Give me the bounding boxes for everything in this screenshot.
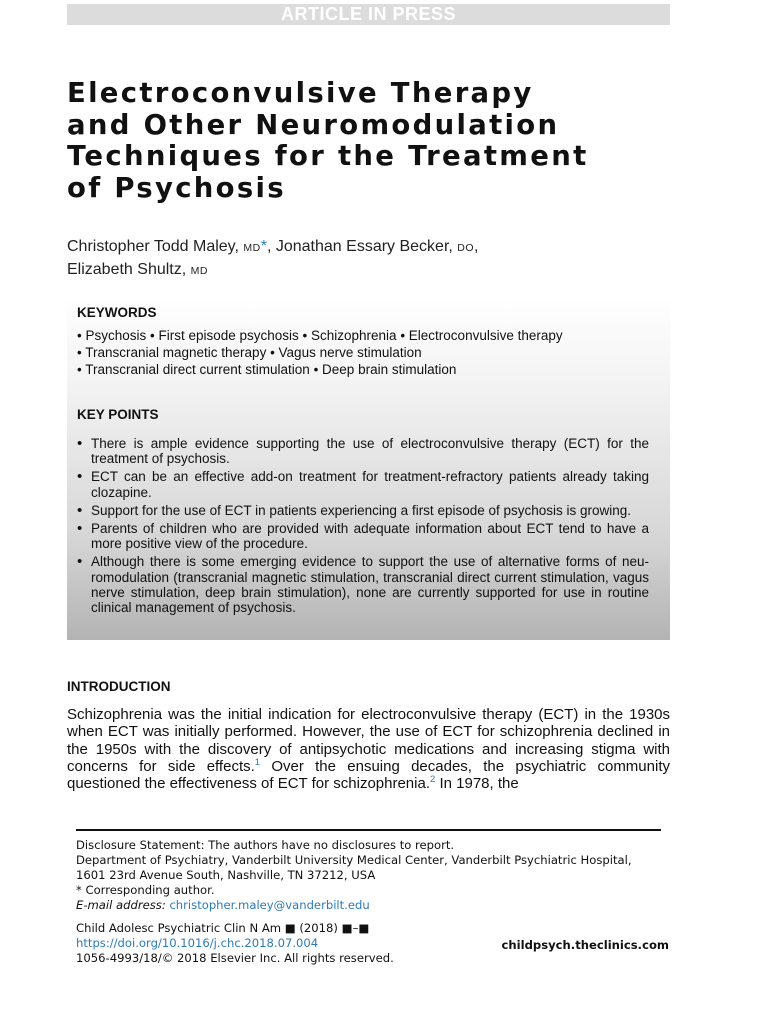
footnote-divider: [76, 829, 661, 831]
email-line: [76, 898, 676, 913]
disclosure-statement: Disclosure Statement: The authors have no disclosures to report.: [76, 838, 455, 852]
author-list: [67, 236, 687, 282]
title-line: of Psychosis: [67, 171, 286, 204]
author-line: [67, 259, 687, 282]
author-name: Christopher Todd Maley,: [67, 238, 239, 255]
affiliation: Department of Psychiatry, Vanderbilt University Medical Center, Vanderbilt Psychiatric Hospital,: [76, 853, 632, 867]
introduction-paragraph: [67, 706, 670, 792]
key-point: • Parents of children who are provided with adequate information about ECT tend to have a more positive view of the procedure.: [77, 521, 649, 551]
author-degree: MD: [190, 265, 208, 277]
journal-citation: Child Adolesc Psychiatric Clin N Am ■ (2018) ■–■: [76, 921, 370, 935]
keywords-line: • Transcranial magnetic therapy • Vagus nerve stimulation: [77, 345, 422, 360]
corresponding-note: * Corresponding author.: [76, 883, 215, 897]
author-name: Elizabeth Shultz,: [67, 261, 187, 278]
corresponding-author-mark[interactable]: *: [260, 238, 267, 255]
title-line: Techniques for the Treatment: [67, 140, 589, 172]
author-name: , Jonathan Essary Becker,: [266, 238, 453, 255]
key-points-heading: KEY POINTS: [77, 407, 159, 422]
affiliation: 1601 23rd Avenue South, Nashville, TN 37212, USA: [76, 868, 376, 882]
title-line: and Other Neuromodulation: [67, 108, 560, 141]
keywords-heading: KEYWORDS: [77, 305, 157, 320]
key-point: • Although there is some emerging evidence to support the use of alternative forms of neu-romodulation (transcranial magnetic stimulation, transcranial direct current stimulation, vagus nerve stimulation, deep brain stimulation), none are currently supported for use in routine clinical management of psychosis.: [77, 554, 649, 615]
reference-link[interactable]: 2: [430, 774, 436, 786]
introduction-heading: INTRODUCTION: [67, 679, 171, 694]
copyright: 1056-4993/18/© 2018 Elsevier Inc. All rights reserved.: [76, 951, 394, 965]
journal-site[interactable]: childpsych.theclinics.com: [501, 938, 669, 952]
reference-link[interactable]: 1: [254, 756, 261, 768]
doi-link[interactable]: https://doi.org/10.1016/j.chc.2018.07.004: [76, 936, 319, 950]
key-points-list: [77, 436, 649, 618]
email-link[interactable]: christopher.maley@vanderbilt.edu: [169, 898, 370, 912]
article-title: [67, 78, 687, 204]
article-in-press-banner: ARTICLE IN PRESS: [67, 4, 670, 25]
keywords-line: • Psychosis • First episode psychosis • Schizophrenia • Electroconvulsive therapy: [77, 328, 563, 343]
title-line: Electroconvulsive Therapy: [67, 77, 534, 109]
author-separator: ,: [474, 238, 479, 255]
key-point: • Support for the use of ECT in patients experiencing a first episode of psychosis is growing.: [77, 503, 649, 518]
author-degree: DO: [457, 242, 475, 254]
keywords-line: • Transcranial direct current stimulation • Deep brain stimulation: [77, 362, 457, 377]
key-point: • There is ample evidence supporting the use of electroconvulsive therapy (ECT) for the treatment of psychosis.: [77, 436, 649, 466]
author-line: [67, 236, 687, 259]
author-degree: MD: [243, 242, 261, 254]
keywords-keypoints-box: [67, 297, 670, 640]
intro-text: Over the ensuing decades, the psychiatric community questioned the effectiveness of ECT for schizophrenia.: [67, 757, 670, 793]
intro-text: In 1978, the: [435, 775, 519, 793]
key-point: • ECT can be an effective add-on treatment for treatment-refractory patients already taking clozapine.: [77, 469, 649, 499]
email-label: E-mail address:: [76, 898, 166, 912]
intro-text: Schizophrenia was the initial indication for electroconvulsive therapy (ECT) in the 1930s when ECT was initially performed. However, the use of ECT for schizophrenia declined in the 1950s with the discovery of antipsychotic medications and increasing stigma with concerns for side effects.: [67, 706, 670, 775]
